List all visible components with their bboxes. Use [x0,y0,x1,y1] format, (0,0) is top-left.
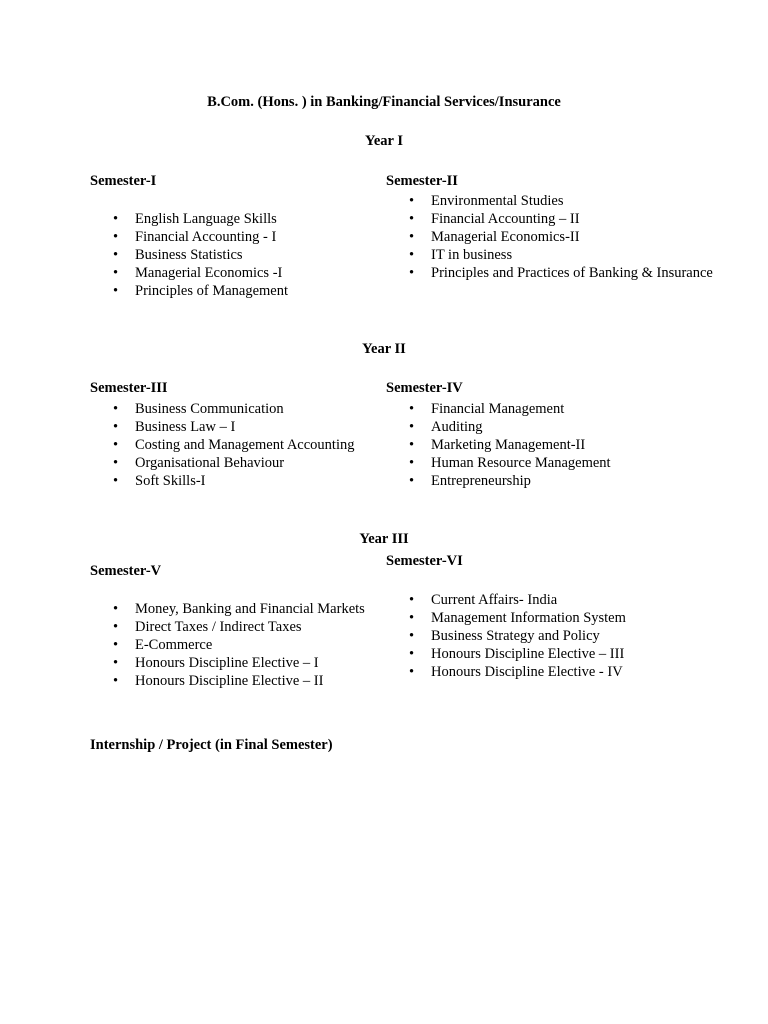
course-item [386,627,626,645]
bullet-icon: • [113,601,119,617]
bullet-icon: • [409,229,415,245]
course-label: Business Law – I [135,419,236,435]
course-label: Current Affairs- India [431,592,558,608]
course-item [90,210,288,228]
course-item [90,600,365,618]
document-title: B.Com. (Hons. ) in Banking/Financial Services/Insurance [207,94,561,110]
course-label: Financial Accounting – II [431,211,580,227]
course-item [90,246,288,264]
semester-3-heading: Semester-III [90,380,168,396]
course-item [386,472,611,490]
bullet-icon: • [113,473,119,489]
internship-note: Internship / Project (in Final Semester) [90,737,333,753]
course-item [90,436,354,454]
semester-3-courses [90,400,354,490]
course-label: Business Communication [135,401,284,417]
bullet-icon: • [409,247,415,263]
course-item [90,228,288,246]
semester-4-heading: Semester-IV [386,380,463,396]
bullet-icon: • [409,628,415,644]
course-item [386,591,626,609]
course-item [90,654,365,672]
course-item [386,246,731,264]
year-3-heading: Year III [359,531,409,547]
course-label: Honours Discipline Elective – II [135,673,324,689]
semester-1-heading: Semester-I [90,173,157,189]
course-item [90,400,354,418]
bullet-icon: • [409,419,415,435]
bullet-icon: • [113,637,119,653]
course-label: Principles of Management [135,283,289,299]
course-item [386,210,731,228]
bullet-icon: • [409,592,415,608]
course-label: Principles and Practices of Banking & Insurance [431,265,713,281]
year-2-heading: Year II [362,341,406,357]
course-label: Organisational Behaviour [135,455,285,471]
course-label: Honours Discipline Elective - IV [431,664,623,680]
year-1-heading: Year I [365,133,403,149]
course-item [386,192,731,210]
course-item [90,454,354,472]
semester-6-heading: Semester-VI [386,553,463,569]
course-item [90,264,288,282]
course-item [90,418,354,436]
semester-1-courses [90,210,288,300]
course-label: Money, Banking and Financial Markets [135,601,365,617]
course-label: Environmental Studies [431,193,564,209]
semester-6-courses [386,591,626,681]
course-label: Auditing [431,419,483,435]
course-item [386,609,626,627]
course-item [386,436,611,454]
course-item [90,636,365,654]
bullet-icon: • [409,610,415,626]
course-label: English Language Skills [135,211,277,227]
semester-5-heading: Semester-V [90,563,162,579]
course-label: Managerial Economics-II [431,229,580,245]
semester-4-courses [386,400,611,490]
bullet-icon: • [113,455,119,471]
bullet-icon: • [409,664,415,680]
semester-2-heading: Semester-II [386,173,458,189]
course-label: Financial Accounting - I [135,229,277,245]
bullet-icon: • [409,455,415,471]
bullet-icon: • [113,247,119,263]
course-item [386,264,731,282]
bullet-icon: • [409,437,415,453]
course-label: Direct Taxes / Indirect Taxes [135,619,302,635]
bullet-icon: • [113,437,119,453]
course-item [90,672,365,690]
course-item [386,228,731,246]
course-item [386,454,611,472]
course-item [386,418,611,436]
semester-5-courses [90,600,365,690]
course-label: E-Commerce [135,637,213,653]
bullet-icon: • [113,673,119,689]
course-item [90,618,365,636]
semester-2-courses [386,192,731,282]
course-label: Human Resource Management [431,455,611,471]
course-label: Managerial Economics -I [135,265,283,281]
course-label: Entrepreneurship [431,473,531,489]
course-item [90,282,288,300]
bullet-icon: • [409,646,415,662]
bullet-icon: • [409,265,415,281]
course-item [386,645,626,663]
course-item [386,663,626,681]
bullet-icon: • [409,193,415,209]
bullet-icon: • [409,401,415,417]
bullet-icon: • [113,265,119,281]
course-label: Financial Management [431,401,565,417]
course-item [90,472,354,490]
bullet-icon: • [113,229,119,245]
bullet-icon: • [113,655,119,671]
course-label: Soft Skills-I [135,473,206,489]
bullet-icon: • [113,619,119,635]
bullet-icon: • [409,211,415,227]
bullet-icon: • [113,211,119,227]
course-label: Honours Discipline Elective – III [431,646,625,662]
course-label: Honours Discipline Elective – I [135,655,319,671]
course-label: IT in business [431,247,513,263]
bullet-icon: • [113,419,119,435]
course-label: Business Statistics [135,247,243,263]
course-item [386,400,611,418]
course-label: Costing and Management Accounting [135,437,355,453]
course-label: Management Information System [431,610,626,626]
course-label: Marketing Management-II [431,437,586,453]
bullet-icon: • [113,401,119,417]
course-label: Business Strategy and Policy [431,628,600,644]
bullet-icon: • [409,473,415,489]
bullet-icon: • [113,283,119,299]
